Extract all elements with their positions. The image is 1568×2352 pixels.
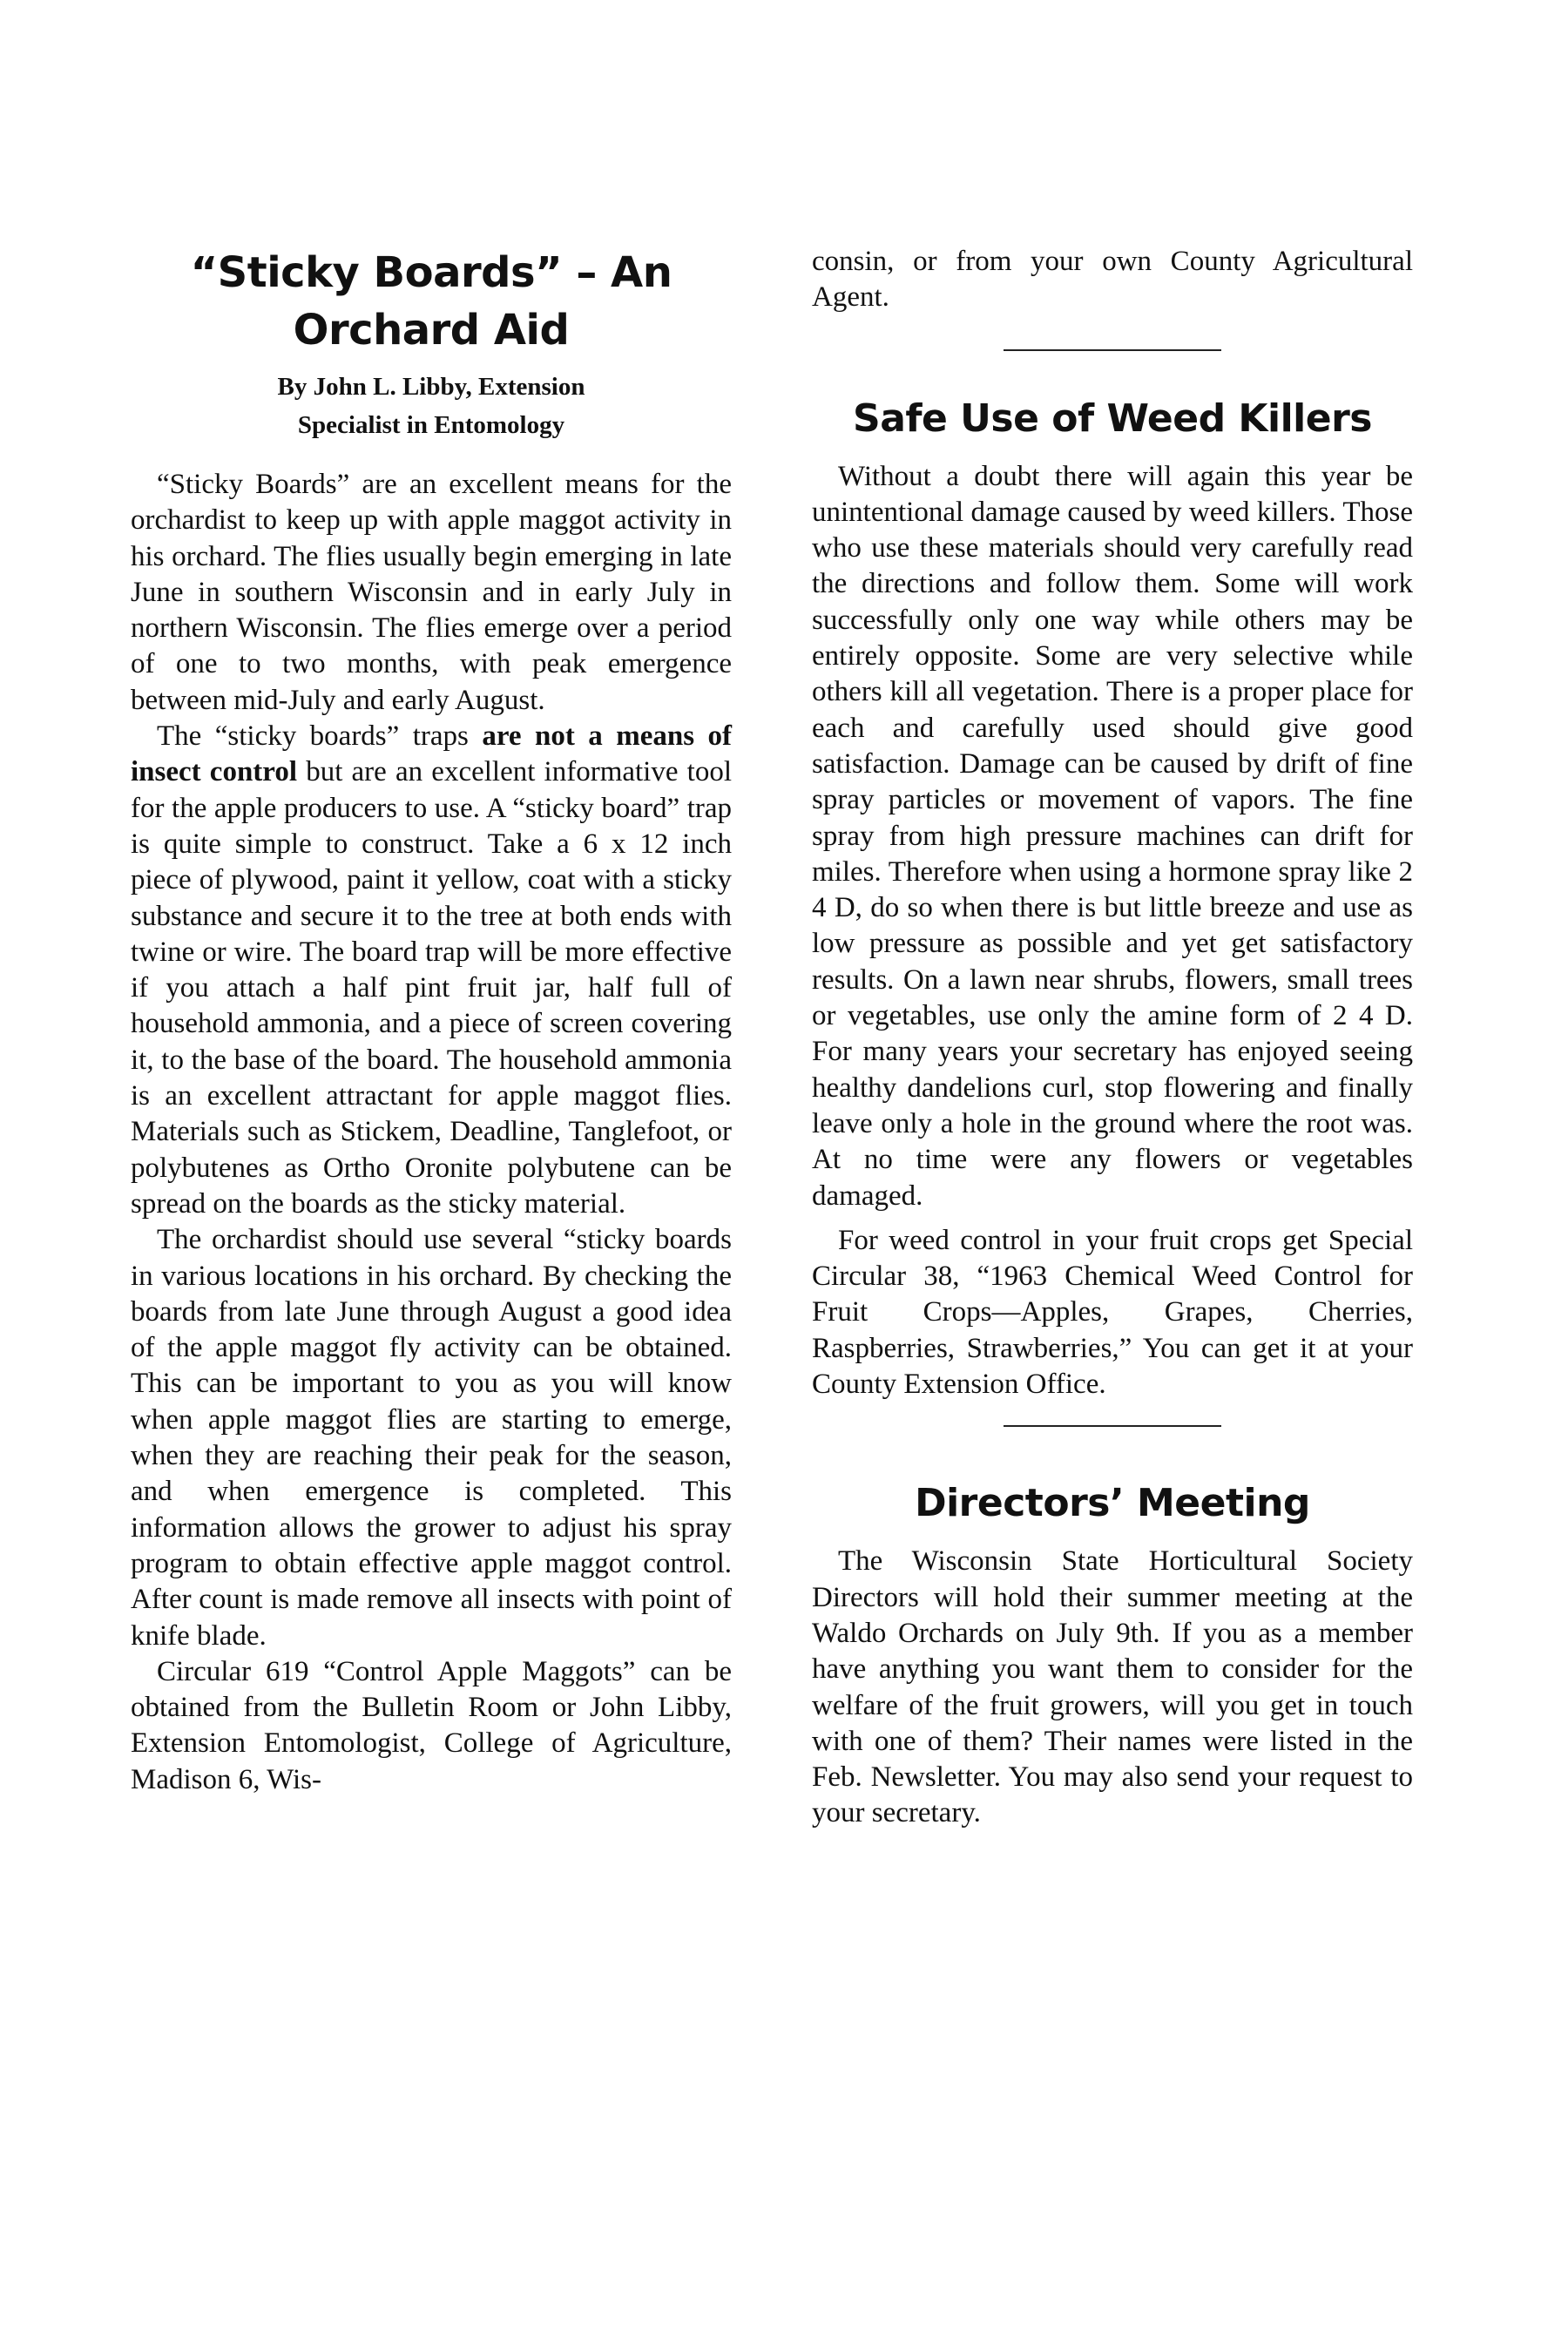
byline-line-1: By John L. Libby, Extension xyxy=(277,373,585,401)
sticky-paragraph-4: Circular 619 “Control Apple Maggots” can be obtained from the Bulletin Room or John Libby, Extension Entomologist, College of Agriculture, Madison 6, Wis- xyxy=(131,1655,732,1795)
p2-rest: but are an excellent informative tool for the apple producers to use. A “sticky board” trap is quite simple to construct. Take a 6 x 12 inch piece of plywood, paint it yellow, coat with a sticky substance and secure it to the tree at both ends with twine or wire. The board trap will be more effective if you attach a half pint fruit jar, half full of household ammonia, and a piece of screen covering it, to the base of the board. The household ammonia is an excellent attractant for apple maggot flies. Materials such as Stickem, Deadline, Tanglefoot, or polybutenes as Ortho Oronite polybutene can be spread on the boards as the sticky material. xyxy=(131,756,733,1220)
sticky-paragraph-3: The orchardist should use several “sticky boards in various locations in his orchard. By checking the boards from late June through August a good idea of the apple maggot fly activity can be obtained. This can be important to you as you will know when apple maggot flies are starting to emerge, when they are reaching their peak for the season, and when emergence is completed. This information allows the grower to adjust his spray program to obtain effective apple maggot control. After count is made remove all insects with point of knife blade. xyxy=(131,1224,732,1652)
left-column xyxy=(131,244,732,1798)
weed-paragraph-1: Without a doubt there will again this year be unintentional damage caused by weed killers. Those who use these materials should very carefully read the directions and follow them. Some will work successfully only one way while others may be entirely opposite. Some are very selective while others kill all vegetation. There is a proper place for each and carefully used should give good satisfaction. Damage can be caused by drift of fine spray particles or movement of vapors. The fine spray from high pressure machines can drift for miles. Therefore when using a hormone spray like 2 4 D, do so when there is but little breeze and use as low pressure as possible and yet get satisfactory results. On a lawn near shrubs, flowers, small trees or vegetables, use only the amine form of 2 4 D. For many years your secretary has enjoyed seeing healthy dandelions curl, stop flowering and finally leave only a hole in the ground where the root was. At no time were any flowers or vegetables damaged. xyxy=(812,460,1413,1212)
headline-line-1: “Sticky Boards” – An xyxy=(190,248,672,297)
author-byline xyxy=(131,368,732,444)
directors-paragraph: The Wisconsin State Horticultural Society Directors will hold their summer meeting at the Waldo Orchards on July 9th. If you as a member have anything you want them to consider for the welfare of the fruit growers, will you get in touch with one of them? Their names were listed in the Feb. Newsletter. You may also send your request to your secretary. xyxy=(812,1545,1413,1829)
sticky-paragraph-2 xyxy=(131,719,732,1222)
headline-line-2: Orchard Aid xyxy=(293,306,570,355)
continuation-paragraph: consin, or from your own County Agricultural Agent. xyxy=(812,246,1413,314)
directors-meeting-headline: Directors’ Meeting xyxy=(915,1481,1310,1526)
byline-line-2: Specialist in Entomology xyxy=(297,411,565,439)
p2-intro: The “sticky boards” traps xyxy=(157,720,469,753)
sticky-boards-headline xyxy=(131,244,732,359)
sticky-paragraph-1: “Sticky Boards” are an excellent means for the orchardist to keep up with apple maggot activity in his orchard. The flies usually begin emerging in late June in southern Wisconsin and in early July in northern Wisconsin. The flies emerge over a period of one to two months, with peak emergence between mid-July and early August. xyxy=(131,469,732,716)
weed-paragraph-2: For weed control in your fruit crops get Special Circular 38, “1963 Chemical Weed Control for Fruit Crops—Apples, Grapes, Cherries, Raspberries, Strawberries,” You can get it at your County Extension Office. xyxy=(812,1224,1413,1401)
right-column xyxy=(812,244,1413,1832)
p2-emphasis: are not a means of insect control xyxy=(131,720,732,788)
weed-killers-headline: Safe Use of Weed Killers xyxy=(853,395,1372,441)
